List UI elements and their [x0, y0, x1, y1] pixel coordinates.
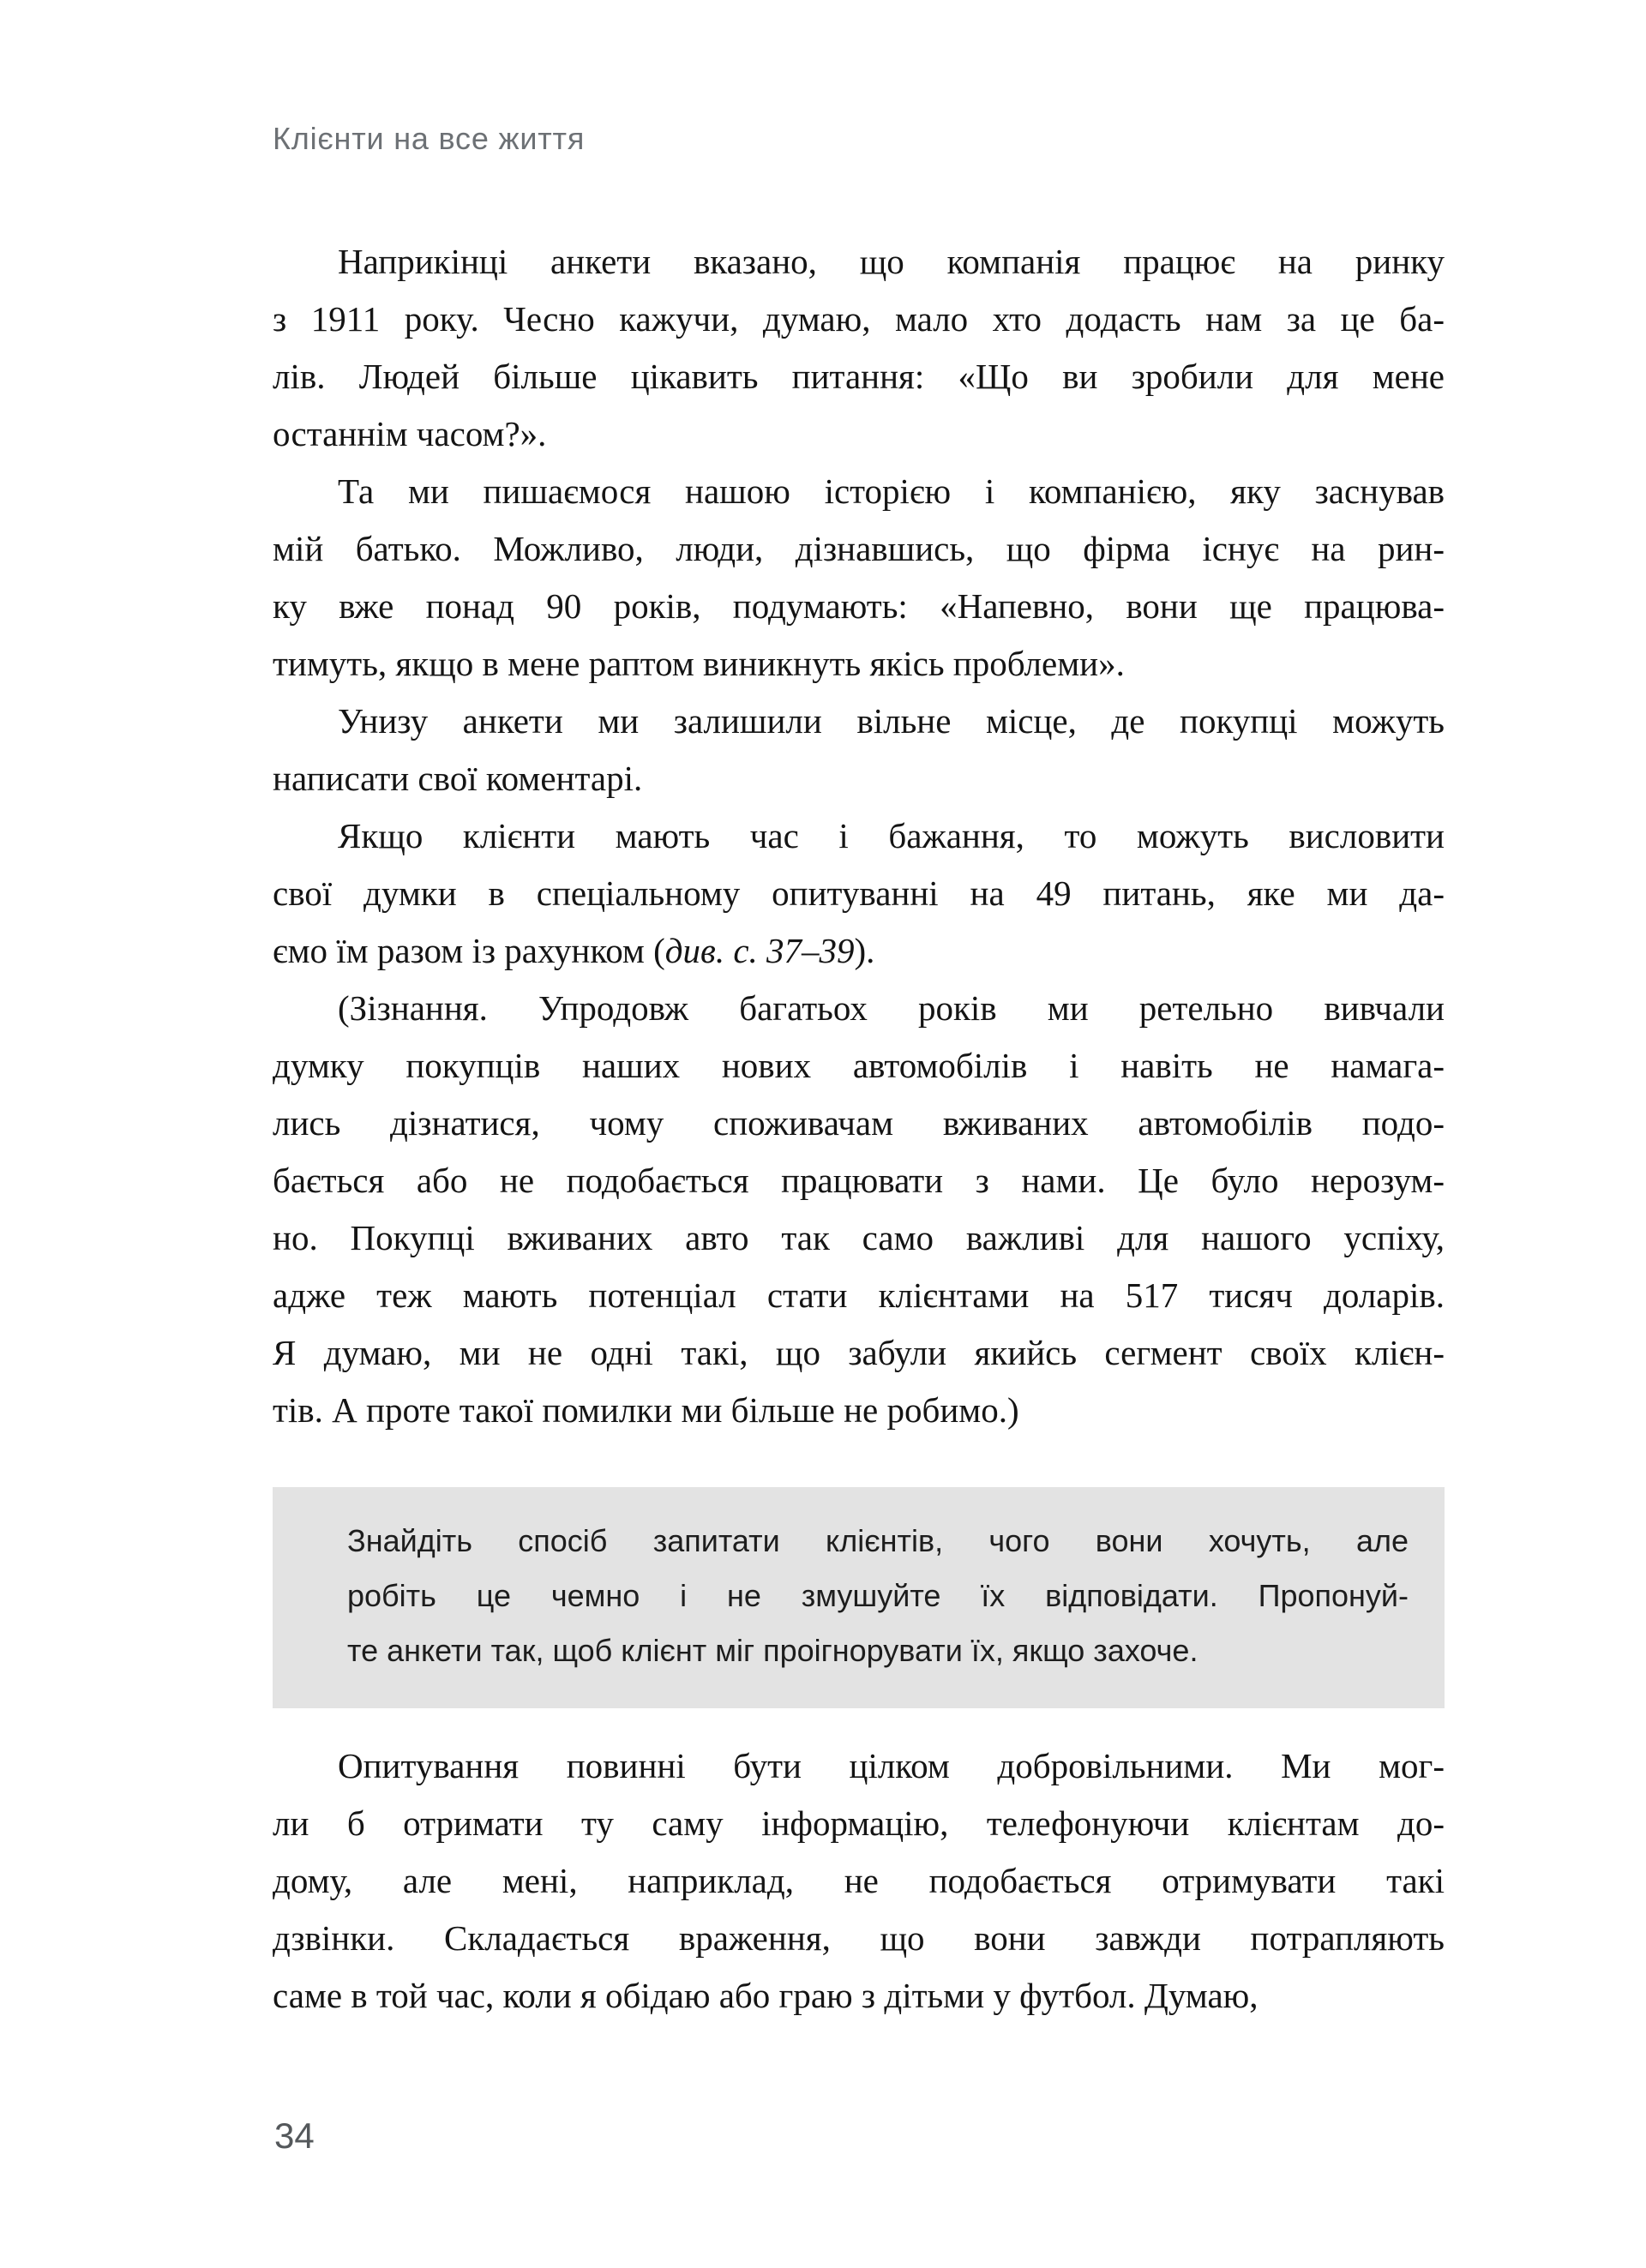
text-line: дзвінки. Складається враження, що вони завжди потрапляють — [273, 1918, 1445, 1958]
text-line: ку вже понад 90 років, подумають: «Напевно, вони ще працюва- — [273, 586, 1445, 626]
callout-line: Знайдіть спосіб запитати клієнтів, чого вони хочуть, але — [347, 1523, 1409, 1558]
paragraph-1 — [273, 233, 1445, 463]
text-line: Опитування повинні бути цілком добровільними. Ми мог- — [338, 1746, 1445, 1785]
running-header: Клієнти на все життя — [273, 121, 586, 156]
text-line: Унизу анкети ми залишили вільне місце, де покупці можуть — [338, 701, 1445, 741]
text-line: (Зізнання. Упродовж багатьох років ми ретельно вивчали — [338, 988, 1445, 1028]
text-line: написати свої коментарі. — [273, 759, 643, 798]
text-line: тимуть, якщо в мене раптом виникнуть якісь проблеми». — [273, 644, 1125, 683]
paragraph-6 — [273, 1737, 1445, 2025]
text-segment: ємо їм разом із рахунком ( — [273, 931, 665, 970]
text-line: свої думки в спеціальному опитуванні на 49 питань, яке ми да- — [273, 873, 1445, 913]
text-line — [273, 922, 1445, 980]
text-line: Наприкінці анкети вказано, що компанія працює на ринку — [338, 242, 1445, 281]
text-line: дому, але мені, наприклад, не подобається отримувати такі — [273, 1861, 1445, 1900]
tip-callout-box — [273, 1487, 1445, 1708]
text-line: тів. А проте такої помилки ми більше не робимо.) — [273, 1390, 1019, 1430]
text-line: з 1911 року. Чесно кажучи, думаю, мало хто додасть нам за це ба- — [273, 299, 1445, 339]
text-line: Та ми пишаємося нашою історією і компанією, яку заснував — [338, 471, 1445, 511]
text-line: лись дізнатися, чому споживачам вживаних автомобілів подо- — [273, 1103, 1445, 1143]
page-number: 34 — [274, 2115, 315, 2156]
text-line: адже теж мають потенціал стати клієнтами на 517 тисяч доларів. — [273, 1275, 1445, 1315]
text-segment: ). — [854, 931, 875, 970]
text-line: останнім часом?». — [273, 414, 547, 453]
paragraph-5 — [273, 980, 1445, 1439]
text-line: бається або не подобається працювати з нами. Це було нерозум- — [273, 1161, 1445, 1200]
callout-line: робіть це чемно і не змушуйте їх відповідати. Пропонуй- — [347, 1578, 1409, 1613]
text-line: но. Покупці вживаних авто так само важливі для нашого успіху, — [273, 1218, 1445, 1257]
text-line: Якщо клієнти мають час і бажання, то можуть висловити — [338, 816, 1445, 855]
text-line: мій батько. Можливо, люди, дізнавшись, що фірма існує на рин- — [273, 529, 1445, 568]
paragraph-2 — [273, 463, 1445, 693]
text-segment-italic: див. с. 37–39 — [664, 931, 855, 970]
text-column — [273, 233, 1445, 2025]
text-line: ли б отримати ту саму інформацію, телефонуючи клієнтам до- — [273, 1803, 1445, 1843]
paragraph-4 — [273, 807, 1445, 980]
text-line: Я думаю, ми не одні такі, що забули якийсь сегмент своїх клієн- — [273, 1333, 1445, 1372]
paragraph-3 — [273, 693, 1445, 807]
text-line: саме в той час, коли я обідаю або граю з дітьми у футбол. Думаю, — [273, 1976, 1259, 2015]
text-line: думку покупців наших нових автомобілів і навіть не намага- — [273, 1046, 1445, 1085]
text-line: лів. Людей більше цікавить питання: «Що ви зробили для мене — [273, 357, 1445, 396]
callout-line: те анкети так, щоб клієнт міг проігнорувати їх, якщо захоче. — [347, 1633, 1198, 1668]
